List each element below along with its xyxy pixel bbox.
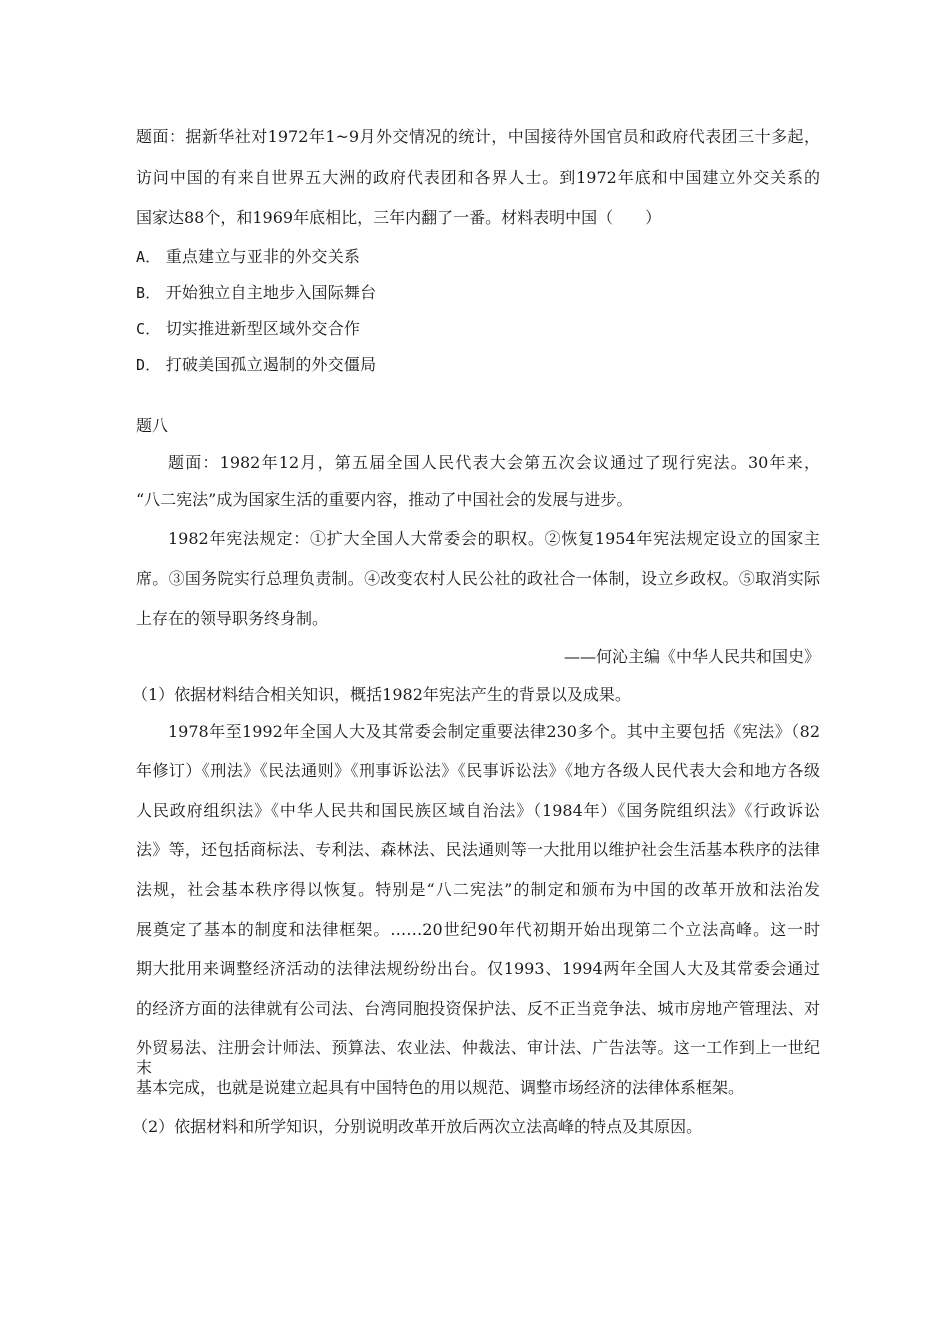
q8-intro-line-1: 题面：1982年12月，第五届全国人民代表大会第五次会议通过了现行宪法。30年来， (168, 453, 820, 472)
q8-material2-line-6: 展奠定了基本的制度和法律框架。……20世纪90年代初期开始出现第二个立法高峰。这一时 (136, 920, 820, 939)
q8-material2-line-4: 法》等，还包括商标法、专利法、森林法、民法通则等一大批用以维护社会生活基本秩序的法律 (136, 840, 820, 859)
q8-intro-line-2: “八二宪法”成为国家生活的重要内容，推动了中国社会的发展与进步。 (136, 490, 633, 509)
q7-option-c (136, 319, 820, 339)
q8-material2-line-8: 的经济方面的法律就有公司法、台湾同胞投资保护法、反不正当竞争法、城市房地产管理法、对 (136, 999, 820, 1018)
option-key: B． (136, 284, 161, 302)
q8-material1-line-2: 席。③国务院实行总理负责制。④改变农村人民公社的政社合一体制，设立乡政权。⑤取消实际 (136, 569, 820, 588)
q7-stem-line-1: 题面：据新华社对1972年1~9月外交情况的统计，中国接待外国官员和政府代表团三十多起， (136, 127, 820, 146)
q8-material2-line-1: 1978年至1992年全国人大及其常委会制定重要法律230多个。其中主要包括《宪法》（82 (168, 722, 820, 741)
q8-material1-line-1: 1982年宪法规定：①扩大全国人大常委会的职权。②恢复1954年宪法规定设立的国家主 (168, 529, 820, 548)
q8-material2-line-9: 外贸易法、注册会计师法、预算法、农业法、仲裁法、审计法、广告法等。这一工作到上一世纪末 (136, 1038, 820, 1077)
q8-material2-line-7: 期大批用来调整经济活动的法律法规纷纷出台。仅1993、1994两年全国人大及其常委会通过 (136, 959, 820, 978)
q7-stem-line-2: 访问中国的有来自世界五大洲的政府代表团和各界人士。到1972年底和中国建立外交关系的 (136, 168, 820, 187)
option-text: 开始独立自主地步入国际舞台 (165, 283, 377, 302)
option-text: 打破美国孤立遏制的外交僵局 (165, 355, 377, 374)
q7-option-b (136, 283, 820, 303)
q8-material1-line-3: 上存在的领导职务终身制。 (136, 609, 329, 628)
q7-option-a (136, 247, 820, 267)
q8-material2-line-2: 年修订）《刑法》《民法通则》《刑事诉讼法》《民事诉讼法》《地方各级人民代表大会和地方各级 (136, 761, 820, 780)
q8-material2-line-5: 法规，社会基本秩序得以恢复。特别是“八二宪法”的制定和颁布为中国的改革开放和法治发 (136, 880, 820, 899)
q8-material2-line-3: 人民政府组织法》《中华人民共和国民族区域自治法》（1984年）《国务院组织法》《行政诉讼 (136, 801, 820, 820)
q7-stem-line-3: 国家达88个，和1969年底相比，三年内翻了一番。材料表明中国（ ） (136, 208, 662, 227)
q8-material2-line-10: 基本完成，也就是说建立起具有中国特色的用以规范、调整市场经济的法律体系框架。 (136, 1078, 745, 1097)
option-key: A． (136, 248, 161, 266)
option-text: 重点建立与亚非的外交关系 (165, 247, 361, 266)
option-key: D． (136, 356, 161, 374)
q7-option-d (136, 355, 820, 375)
q8-source-citation: ——何沁主编《中华人民共和国史》 (563, 647, 820, 666)
option-text: 切实推进新型区域外交合作 (165, 319, 361, 338)
option-key: C． (136, 320, 161, 338)
q8-title: 题八 (136, 416, 169, 435)
q8-subquestion-1: （1）依据材料结合相关知识，概括1982年宪法产生的背景以及成果。 (132, 685, 631, 704)
q8-subquestion-2: （2）依据材料和所学知识，分别说明改革开放后两次立法高峰的特点及其原因。 (132, 1117, 703, 1136)
